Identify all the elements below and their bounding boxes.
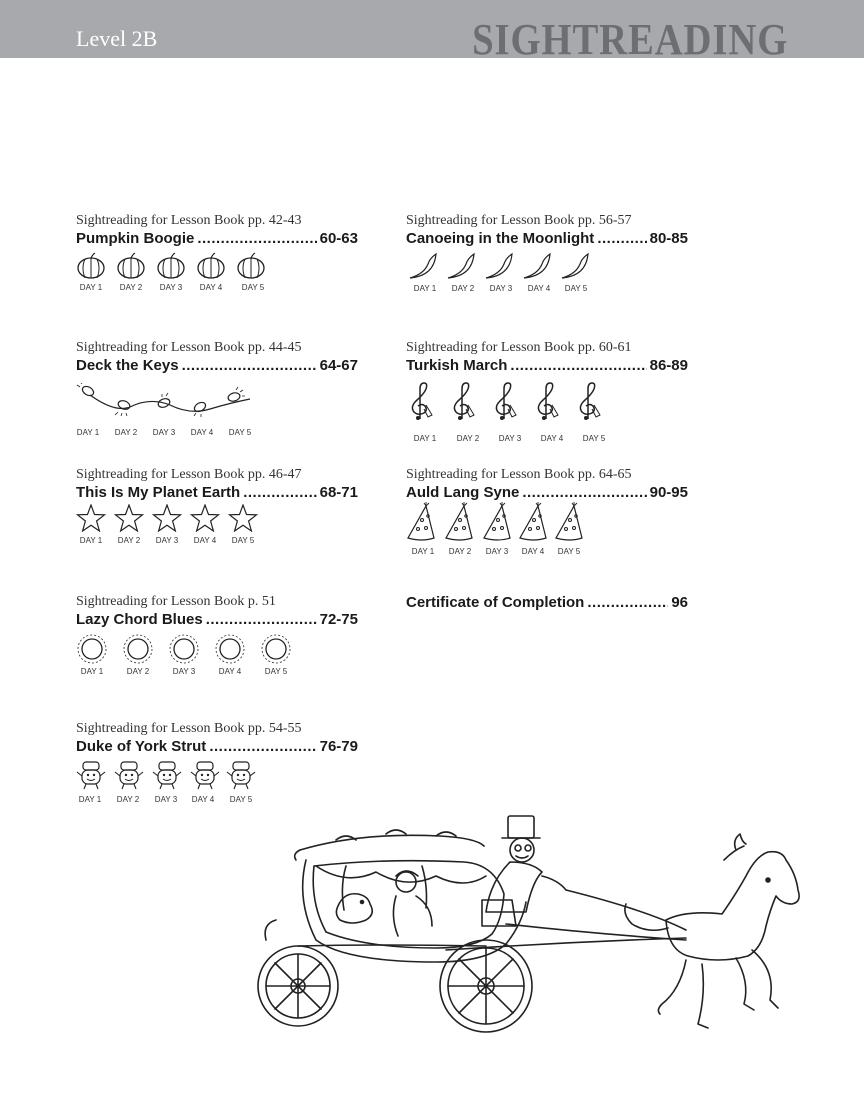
toc-entry-deck-the-keys xyxy=(76,339,358,437)
day-label: DAY 5 xyxy=(564,284,588,293)
marching-character-icon xyxy=(226,760,256,790)
entry-title-line xyxy=(406,484,688,502)
day-label: DAY 4 xyxy=(193,536,217,545)
entry-title: Pumpkin Boogie xyxy=(76,230,195,247)
day-label: DAY 4 xyxy=(191,795,215,804)
day-label: DAY 4 xyxy=(527,284,551,293)
day-label: DAY 4 xyxy=(199,283,223,292)
day-label: DAY 2 xyxy=(448,547,472,556)
day-label: DAY 2 xyxy=(456,434,480,443)
day-label: DAY 3 xyxy=(485,547,509,556)
sun-icon xyxy=(214,633,246,665)
star-icon xyxy=(190,504,220,532)
dot-leader xyxy=(587,594,668,612)
star-icon xyxy=(152,504,182,532)
entry-subtitle: Sightreading for Lesson Book pp. 44-45 xyxy=(76,340,302,355)
entry-pages: 72-75 xyxy=(319,611,358,628)
party-hat-icon xyxy=(444,502,474,542)
day-label: DAY 5 xyxy=(557,547,581,556)
pumpkin-icon xyxy=(236,252,266,280)
toc-entry-canoeing-in-the-moonlight xyxy=(406,212,688,293)
dot-leader xyxy=(197,230,316,248)
holiday-light-icon xyxy=(193,401,207,417)
star-icon xyxy=(228,504,258,532)
toc-entry-turkish-march xyxy=(406,339,688,443)
sun-icon xyxy=(168,633,200,665)
day-label: DAY 5 xyxy=(229,795,253,804)
party-hat-icon xyxy=(406,502,436,542)
page-header xyxy=(0,0,864,64)
day-label: DAY 4 xyxy=(218,667,242,676)
day-label: DAY 2 xyxy=(114,428,138,437)
toc-entry-certificate xyxy=(406,594,688,612)
pumpkin-icon xyxy=(116,252,146,280)
light-string-icon xyxy=(76,383,256,417)
day-label: DAY 3 xyxy=(159,283,183,292)
day-label: DAY 4 xyxy=(540,434,564,443)
marching-character-icon xyxy=(76,760,106,790)
day-label: DAY 3 xyxy=(489,284,513,293)
day-label: DAY 2 xyxy=(117,536,141,545)
entry-subtitle: Sightreading for Lesson Book p. 51 xyxy=(76,594,276,609)
crescent-moon-icon xyxy=(482,252,516,282)
party-hat-icon xyxy=(554,502,584,542)
dot-leader xyxy=(510,357,646,375)
entry-title: This Is My Planet Earth xyxy=(76,484,241,501)
day-label: DAY 3 xyxy=(155,536,179,545)
pumpkin-icon xyxy=(76,252,106,280)
crescent-moon-icon xyxy=(558,252,592,282)
toc-entry-pumpkin-boogie xyxy=(76,212,358,292)
day-label: DAY 1 xyxy=(79,283,103,292)
day-label: DAY 4 xyxy=(190,428,214,437)
entry-pages: 68-71 xyxy=(319,484,358,501)
holiday-light-icon xyxy=(157,393,171,409)
dot-leader xyxy=(597,230,646,248)
pumpkin-icon xyxy=(196,252,226,280)
sun-icon xyxy=(76,633,108,665)
entry-pages: 64-67 xyxy=(319,357,358,374)
day-label: DAY 2 xyxy=(119,283,143,292)
treble-clef-icon xyxy=(490,381,520,421)
dot-leader xyxy=(209,738,316,756)
crescent-moon-icon xyxy=(520,252,554,282)
toc-entry-auld-lang-syne xyxy=(406,466,688,556)
dot-leader xyxy=(206,611,317,629)
day-label: DAY 2 xyxy=(126,667,150,676)
entry-pages: 96 xyxy=(671,594,688,611)
pumpkin-icon xyxy=(156,252,186,280)
day-label: DAY 1 xyxy=(76,428,100,437)
entry-pages: 86-89 xyxy=(649,357,688,374)
entry-title-line xyxy=(406,230,688,248)
treble-clef-icon xyxy=(406,381,436,421)
day-label: DAY 1 xyxy=(80,667,104,676)
marching-character-icon xyxy=(114,760,144,790)
treble-clef-icon xyxy=(532,381,562,421)
toc-entry-lazy-chord-blues xyxy=(76,593,358,676)
entry-subtitle: Sightreading for Lesson Book pp. 42-43 xyxy=(76,213,302,228)
day-label: DAY 1 xyxy=(79,536,103,545)
dot-leader xyxy=(182,357,317,375)
day-label: DAY 3 xyxy=(152,428,176,437)
horse-carriage-illustration xyxy=(246,810,806,1050)
entry-subtitle: Sightreading for Lesson Book pp. 64-65 xyxy=(406,467,632,482)
entry-title-line xyxy=(76,230,358,248)
day-label: DAY 3 xyxy=(154,795,178,804)
day-label: DAY 5 xyxy=(231,536,255,545)
entry-subtitle: Sightreading for Lesson Book pp. 46-47 xyxy=(76,467,302,482)
crescent-moon-icon xyxy=(406,252,440,282)
day-label: DAY 5 xyxy=(228,428,252,437)
sun-icon xyxy=(260,633,292,665)
day-label: DAY 5 xyxy=(582,434,606,443)
entry-title: Duke of York Strut xyxy=(76,738,207,755)
entry-title-line xyxy=(406,357,688,375)
crescent-moon-icon xyxy=(444,252,478,282)
entry-pages: 80-85 xyxy=(649,230,688,247)
star-icon xyxy=(76,504,106,532)
entry-title: Certificate of Completion xyxy=(406,594,585,611)
entry-title-line xyxy=(76,357,358,375)
day-label: DAY 5 xyxy=(264,667,288,676)
day-label: DAY 1 xyxy=(413,284,437,293)
entry-title-line xyxy=(76,738,358,756)
dot-leader xyxy=(522,484,646,502)
day-label: DAY 5 xyxy=(241,283,265,292)
marching-character-icon xyxy=(152,760,182,790)
entry-title-line xyxy=(76,484,358,502)
party-hat-icon xyxy=(482,502,512,542)
entry-pages: 90-95 xyxy=(649,484,688,501)
treble-clef-icon xyxy=(574,381,604,421)
entry-title-line xyxy=(76,611,358,629)
day-label: DAY 4 xyxy=(521,547,545,556)
entry-subtitle: Sightreading for Lesson Book pp. 56-57 xyxy=(406,213,632,228)
sun-icon xyxy=(122,633,154,665)
dot-leader xyxy=(243,484,316,502)
day-label: DAY 1 xyxy=(413,434,437,443)
entry-pages: 76-79 xyxy=(319,738,358,755)
entry-title: Deck the Keys xyxy=(76,357,179,374)
toc-entry-duke-of-york-strut xyxy=(76,720,358,804)
entry-pages: 60-63 xyxy=(319,230,358,247)
day-label: DAY 1 xyxy=(78,795,102,804)
toc-entry-this-is-my-planet-earth xyxy=(76,466,358,545)
entry-title: Canoeing in the Moonlight xyxy=(406,230,595,247)
entry-title-line xyxy=(406,594,688,612)
entry-title: Turkish March xyxy=(406,357,508,374)
party-hat-icon xyxy=(518,502,548,542)
day-label: DAY 3 xyxy=(172,667,196,676)
day-label: DAY 3 xyxy=(498,434,522,443)
marching-character-icon xyxy=(190,760,220,790)
entry-title: Auld Lang Syne xyxy=(406,484,520,501)
day-label: DAY 1 xyxy=(411,547,435,556)
treble-clef-icon xyxy=(448,381,478,421)
day-label: DAY 2 xyxy=(116,795,140,804)
day-label: DAY 2 xyxy=(451,284,475,293)
holiday-light-icon xyxy=(77,383,95,397)
page-title: SIGHTREADING xyxy=(471,15,788,64)
entry-subtitle: Sightreading for Lesson Book pp. 60-61 xyxy=(406,340,632,355)
level-label: Level 2B xyxy=(76,26,158,51)
entry-title: Lazy Chord Blues xyxy=(76,611,203,628)
star-icon xyxy=(114,504,144,532)
entry-subtitle: Sightreading for Lesson Book pp. 54-55 xyxy=(76,721,302,736)
